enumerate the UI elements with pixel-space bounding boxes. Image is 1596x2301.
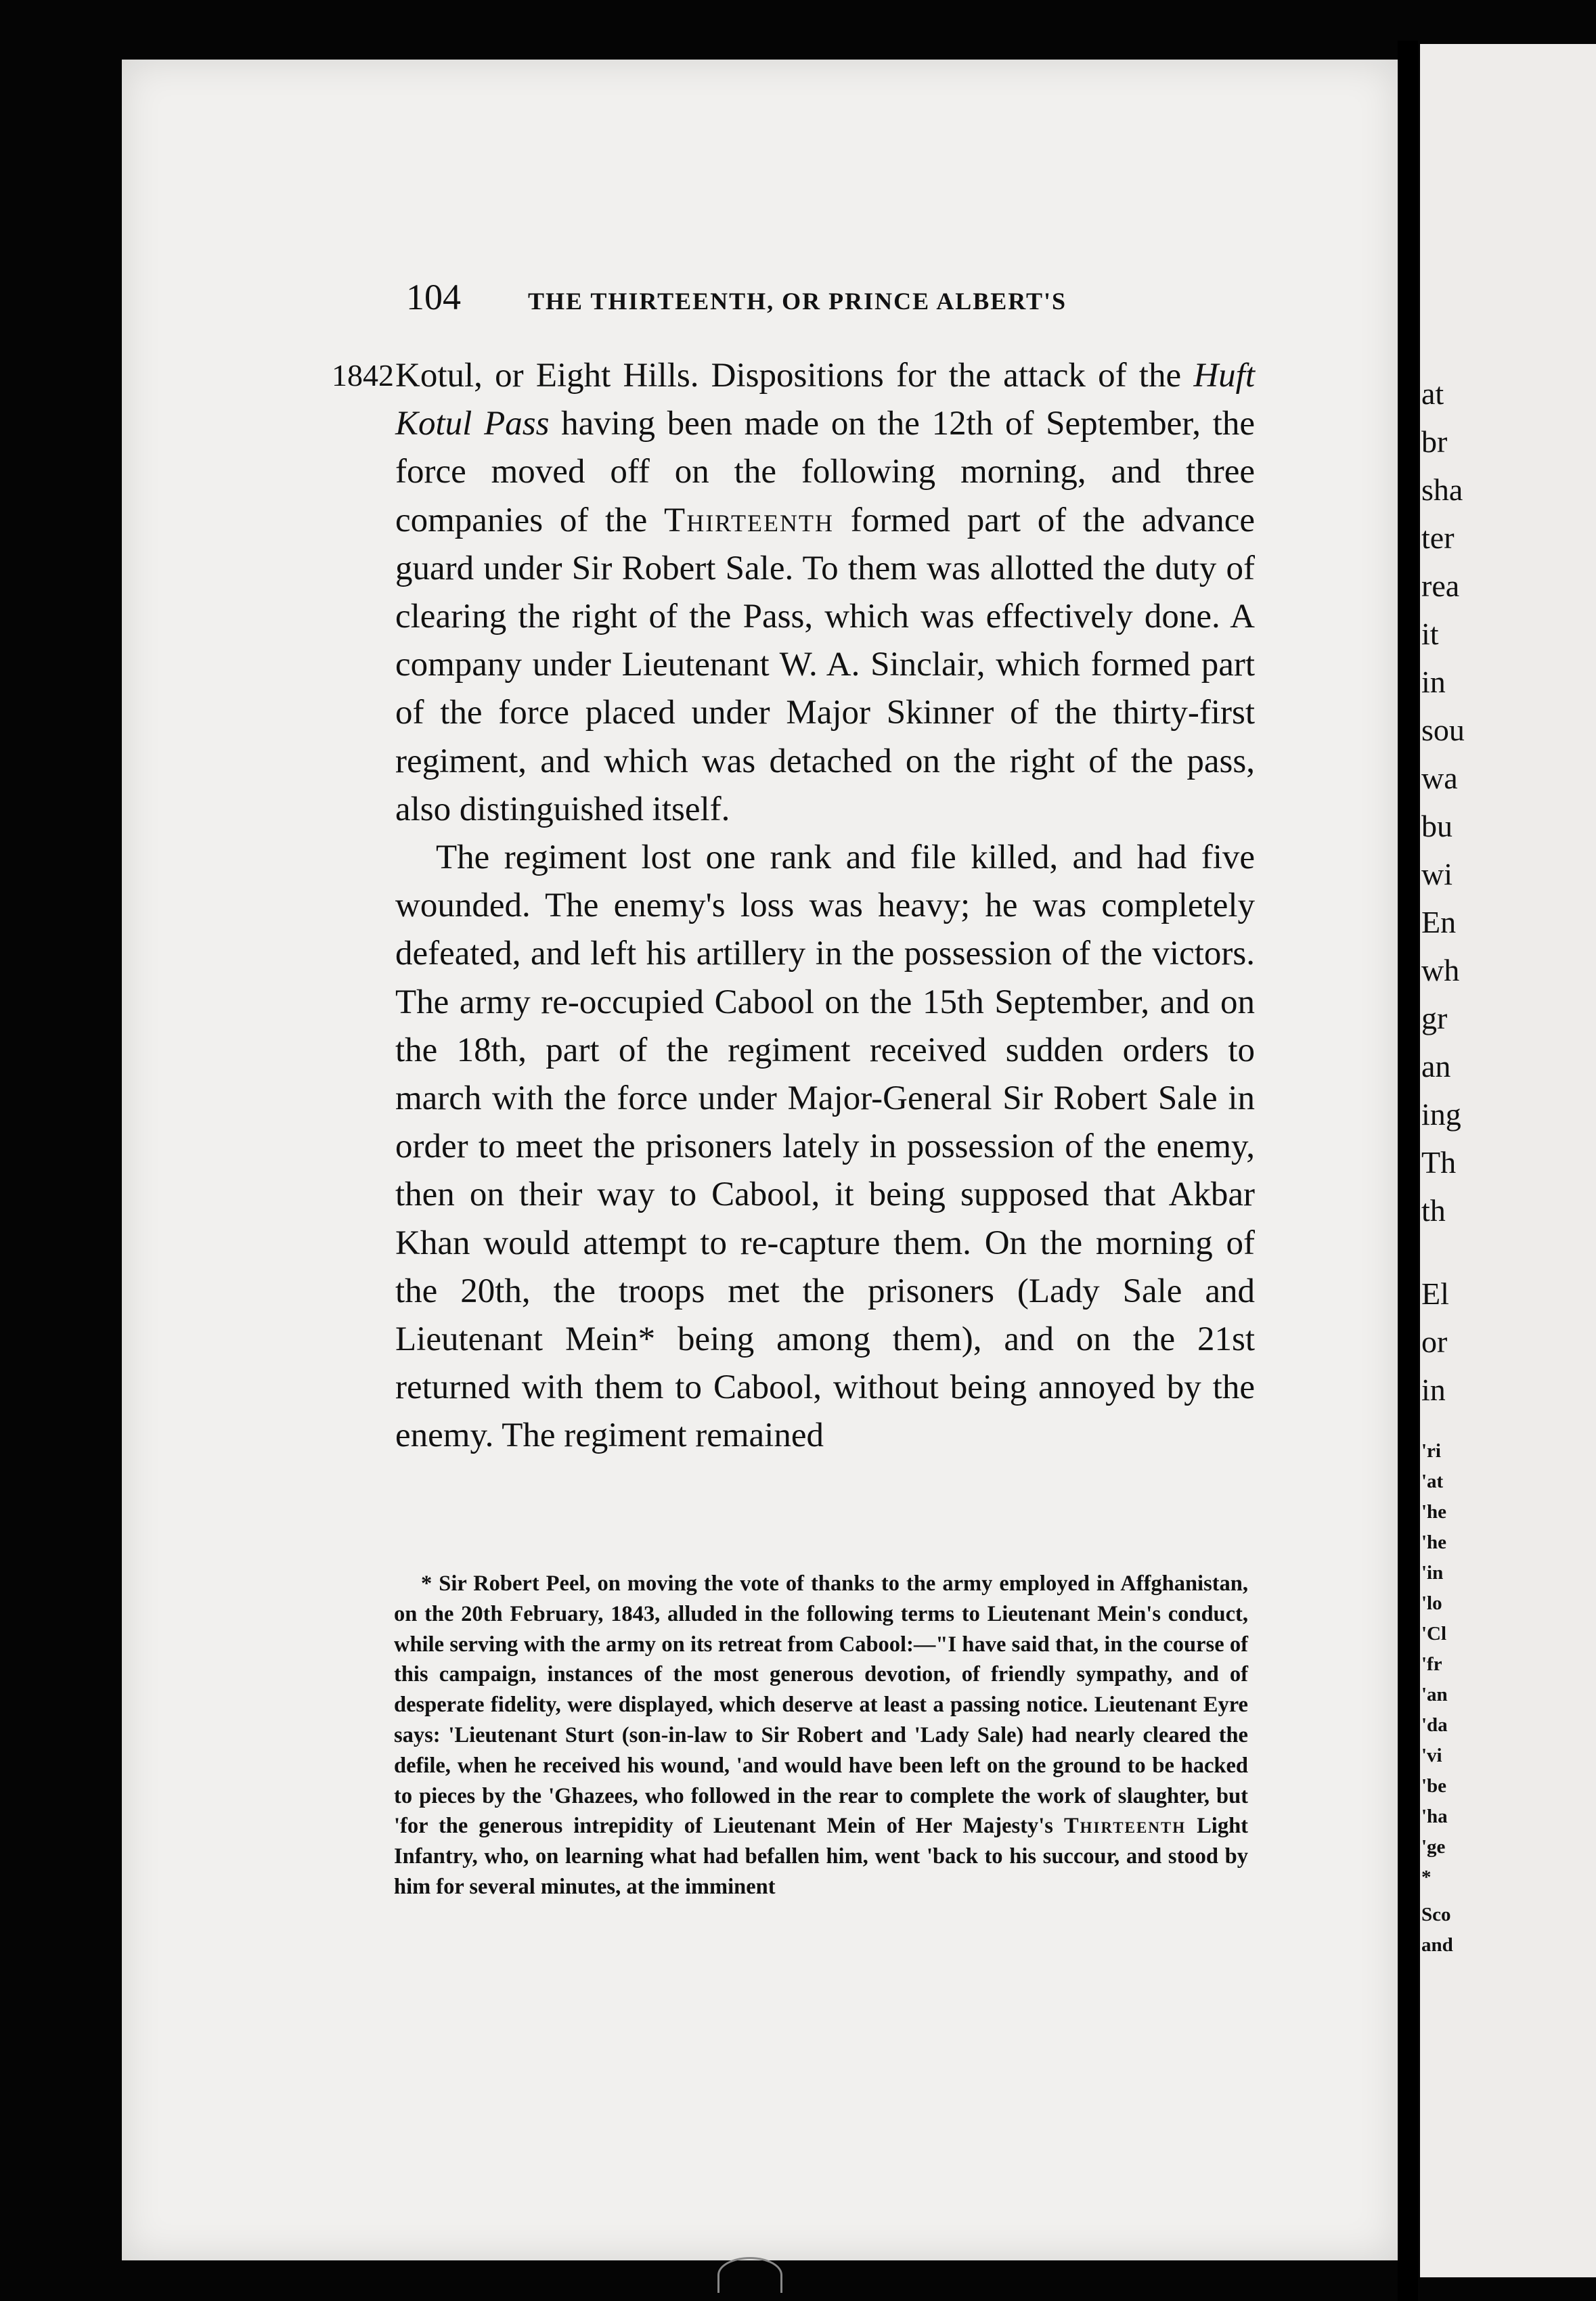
fragment-line: bu	[1421, 809, 1453, 843]
footnote-paragraph	[394, 1569, 1248, 1902]
fragment-line: an	[1421, 1049, 1451, 1084]
fragment-line: sou	[1421, 713, 1465, 747]
fragment-footnote-line: 'fr	[1421, 1653, 1442, 1675]
fragment-footnote-line: 'at	[1421, 1471, 1444, 1492]
fragment-footnote-line: 'be	[1421, 1775, 1447, 1797]
page-header	[406, 276, 1259, 318]
fragment-line: En	[1421, 905, 1457, 939]
text-run: Kotul, or Eight Hills. Dispositions for the attack of the	[395, 357, 1194, 395]
fragment-line: at	[1421, 376, 1444, 411]
fragment-line: sha	[1421, 472, 1463, 507]
fragment-footnote-line: *	[1421, 1867, 1432, 1888]
fragment-line: ter	[1421, 520, 1455, 555]
fragment-line: wh	[1421, 953, 1460, 987]
fragment-footnote-line: and	[1421, 1934, 1453, 1956]
fragment-line: wa	[1421, 761, 1458, 795]
fragment-footnote-line: 'in	[1421, 1562, 1444, 1584]
fragment-footnote-line: 'Cl	[1421, 1623, 1447, 1645]
fragment-line: wi	[1421, 857, 1453, 891]
fragment-footnote-line: 'ge	[1421, 1836, 1446, 1858]
running-title: THE THIRTEENTH, OR PRINCE ALBERT'S	[528, 288, 1067, 315]
fragment-footnote-line: 'da	[1421, 1714, 1448, 1736]
fragment-line: or	[1421, 1324, 1448, 1359]
footnote	[394, 1569, 1248, 1902]
fragment-line: gr	[1421, 1001, 1448, 1035]
fragment-footnote-line: 'he	[1421, 1501, 1447, 1523]
fragment-footnote-line: 'he	[1421, 1532, 1447, 1553]
fragment-line: Th	[1421, 1145, 1457, 1180]
fragment-footnote-line: 'vi	[1421, 1745, 1442, 1766]
fragment-line: it	[1421, 617, 1439, 651]
fragment-line: th	[1421, 1193, 1446, 1228]
fragment-footnote-line: 'ha	[1421, 1806, 1448, 1827]
fragment-footnote-line: 'ri	[1421, 1440, 1441, 1462]
fragment-footnote-line: Sco	[1421, 1904, 1451, 1925]
paragraph	[395, 352, 1255, 834]
page-number: 104	[406, 277, 461, 317]
paragraph: The regiment lost one rank and file killed, and had five wounded. The enemy's loss was heavy; he was completely defeated, and left his artillery in the possession of the victors. The army re-occupied Cabool on the 15th September, and on the 18th, part of the regiment received sudden orders to march with the force under Major-General Sir Robert Sale in order to meet the prisoners lately in possession of the enemy, then on their way to Cabool, it being supposed that Akbar Khan would attempt to re-capture them. On the morning of the 20th, the troops met the prisoners (Lady Sale and Lieutenant Mein* being among them), and on the 21st returned with them to Cabool, without being annoyed by the enemy. The regiment remained	[395, 839, 1255, 1455]
regiment-name: Thirteenth	[664, 501, 834, 539]
adjacent-page-fragment	[1420, 44, 1596, 2277]
fragment-line: in	[1421, 1372, 1446, 1407]
text-run: formed part of the advance guard under Sir Robert Sale. To them was allotted the duty of clearing the right of the Pass, which was effectively done. A company under Lieutenant W. A. Sinclair, which formed part of the force placed under Major Skinner of the thirty-first regiment, and which was detached on the right of the pass, also distinguished itself.	[395, 501, 1255, 828]
fragment-footnote-line: 'lo	[1421, 1592, 1442, 1614]
fragment-line: ing	[1421, 1097, 1461, 1132]
margin-year: 1842	[332, 358, 394, 393]
fragment-line: br	[1421, 424, 1448, 459]
text-run: * Sir Robert Peel, on moving the vote of thanks to the army employed in Affghanistan, on the 20th February, 1843, alluded in the following terms to Lieutenant Mein's conduct, while serving with the army on its retreat from Cabool:—"I have said that, in the course of this campaign, instances of the most generous devotion, of friendly sympathy, and of desperate fidelity, were displayed, which deserve at least a passing notice. Lieutenant Eyre says: 'Lieutenant Sturt (son-in-law to Sir Robert and 'Lady Sale) had nearly cleared the defile, when he received his wound, 'and would have been left on the ground to be hacked to pieces by the 'Ghazees, who followed in the rear to complete the work of slaughter, but 'for the generous intrepidity of Lieutenant Mein of Her Majesty's	[394, 1571, 1248, 1839]
scan-smudge	[717, 2257, 782, 2293]
body-text	[395, 352, 1255, 1460]
fragment-line: in	[1421, 665, 1446, 699]
text-run: having been made on the 12th of September, the force moved off on the following morning, and three companies of the	[395, 405, 1256, 539]
fragment-line: rea	[1421, 568, 1460, 603]
text-run: Light Infantry, who, on learning what had befallen him, went 'back to his succour, and stood by him for several minutes, at the imminent	[394, 1814, 1248, 1899]
regiment-name: Thirteenth	[1063, 1814, 1187, 1839]
fragment-line: El	[1421, 1276, 1449, 1311]
page-gutter	[1398, 41, 1418, 2301]
pass-name: Huft Kotul Pass	[395, 357, 1255, 443]
fragment-footnote-line: 'an	[1421, 1684, 1448, 1705]
